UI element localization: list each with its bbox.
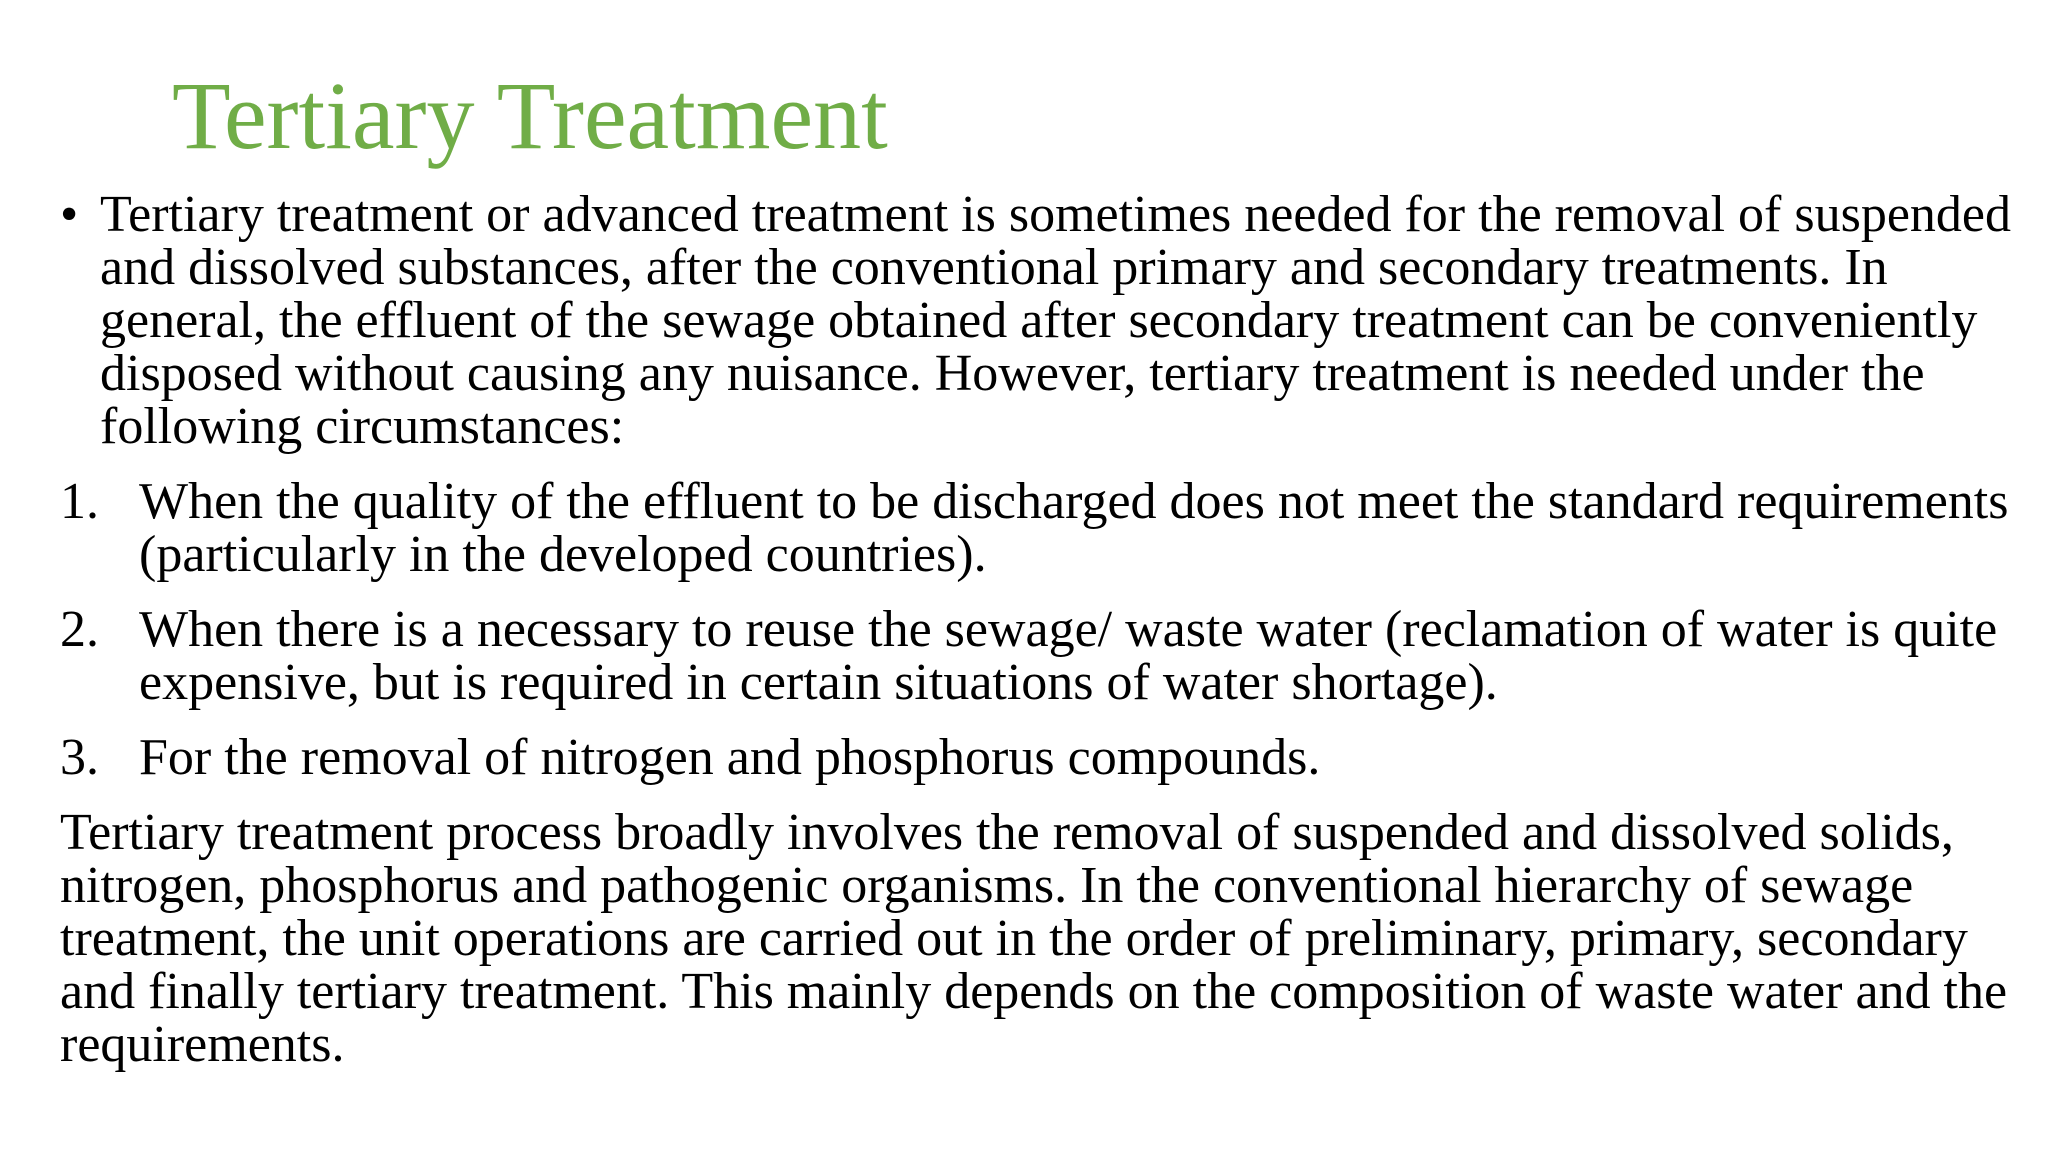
slide-body bbox=[60, 188, 2035, 1071]
list-item-text: When the quality of the effluent to be discharged does not meet the standard requirements (particularly in the developed countries). bbox=[139, 473, 2009, 583]
list-item-number: 2. bbox=[60, 601, 99, 658]
list-item bbox=[60, 731, 2035, 784]
list-item-number: 1. bbox=[60, 473, 99, 530]
list-item-text: When there is a necessary to reuse the sewage/ waste water (reclamation of water is quite expensive, but is required in certain situations of water shortage). bbox=[139, 601, 1998, 711]
slide-title: Tertiary Treatment bbox=[172, 62, 888, 169]
list-item-text: For the removal of nitrogen and phosphorus compounds. bbox=[139, 729, 1321, 786]
circumstances-list bbox=[60, 475, 2035, 784]
bullet-text: Tertiary treatment or advanced treatment is sometimes needed for the removal of suspended and dissolved substances, after the conventional primary and secondary treatments. In general, the effluent of the sewage obtained after secondary treatment can be conveniently disposed without causing any nuisance. However, tertiary treatment is needed under the following circumstances: bbox=[100, 186, 2011, 455]
list-item bbox=[60, 603, 2035, 709]
closing-paragraph: Tertiary treatment process broadly involves the removal of suspended and dissolved solids, nitrogen, phosphorus and pathogenic organisms. In the conventional hierarchy of sewage treatment, the unit operations are carried out in the order of preliminary, primary, secondary and finally tertiary treatment. This mainly depends on the composition of waste water and the requirements. bbox=[60, 804, 2008, 1073]
bullet-marker: • bbox=[60, 186, 79, 243]
list-item-number: 3. bbox=[60, 729, 99, 786]
bullet-paragraph bbox=[60, 188, 2035, 453]
list-item bbox=[60, 475, 2035, 581]
